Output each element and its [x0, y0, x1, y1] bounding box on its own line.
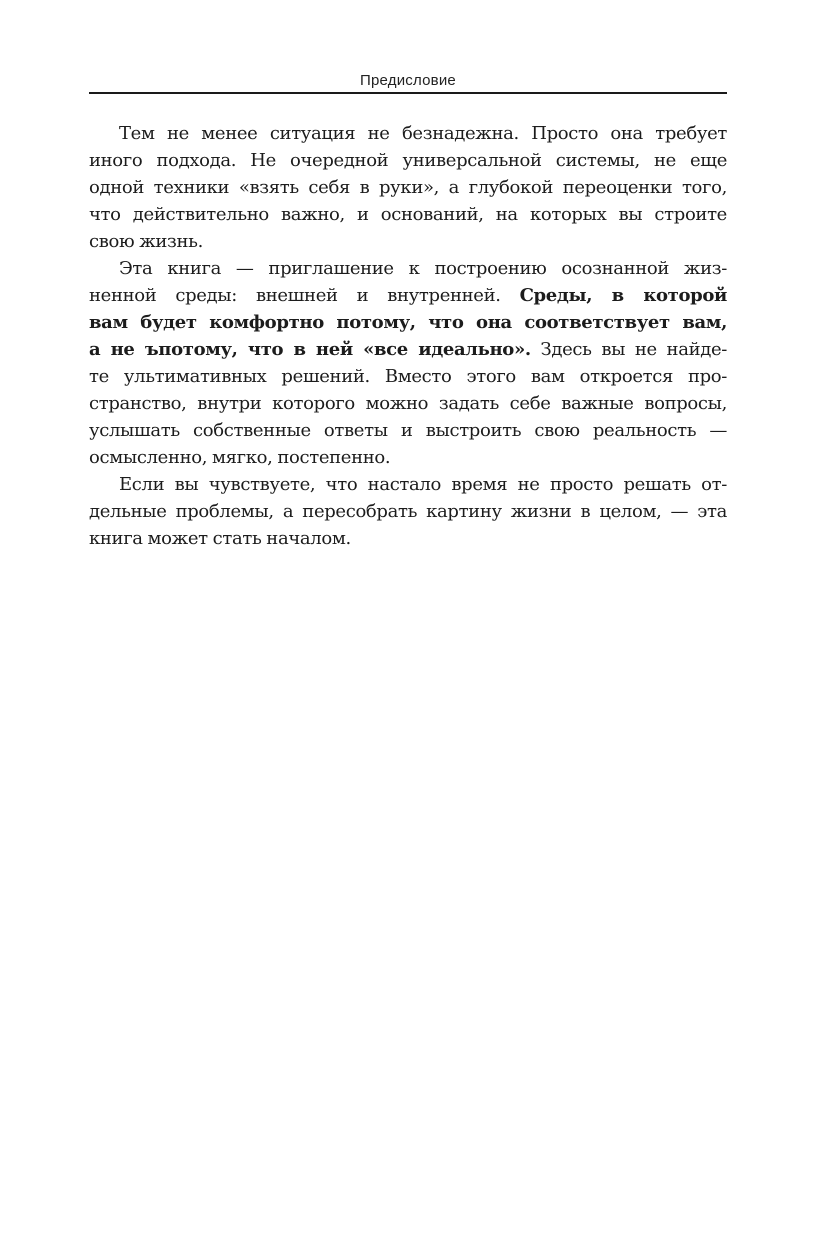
text-line — [89, 201, 727, 228]
text-line — [89, 309, 727, 336]
text-line — [89, 525, 727, 552]
text-line — [89, 498, 727, 525]
text-line — [89, 471, 727, 498]
text-line — [89, 417, 727, 444]
body-text — [89, 120, 727, 552]
running-head — [89, 72, 727, 94]
text-run: услышать собственные ответы и выстроить свою реальность — — [89, 420, 727, 441]
text-run: ненной среды: внешней и внутренней. — [89, 285, 520, 306]
text-run: Если вы чувствуете, что настало время не просто решать от- — [119, 474, 727, 495]
text-run: Тем не менее ситуация не безнадежна. Просто она требует — [119, 123, 727, 144]
text-line — [89, 147, 727, 174]
text-run: Эта книга — приглашение к построению осознанной жиз- — [119, 258, 727, 279]
bold-text-run: а не ъпотому, что в ней «все идеально». — [89, 339, 531, 360]
bold-text-run: вам будет комфортно потому, что она соответствует вам, — [89, 312, 727, 333]
text-run: Здесь вы не найде- — [530, 339, 727, 360]
text-line — [89, 255, 727, 282]
text-run: странство, внутри которого можно задать себе важные вопросы, — [89, 393, 727, 414]
text-line — [89, 390, 727, 417]
text-line — [89, 120, 727, 147]
paragraph-2 — [89, 255, 727, 471]
text-run: что действительно важно, и оснований, на которых вы строите — [89, 204, 727, 225]
text-run: дельные проблемы, а пересобрать картину жизни в целом, — эта — [89, 501, 727, 522]
text-run: свою жизнь. — [89, 231, 203, 252]
book-page — [89, 72, 727, 552]
text-run: книга может стать началом. — [89, 528, 351, 549]
text-run: те ультимативных решений. Вместо этого вам откроется про- — [89, 366, 727, 387]
text-line — [89, 363, 727, 390]
text-run: одной техники «взять себя в руки», а глубокой переоценки того, — [89, 177, 727, 198]
running-head-title: Предисловие — [360, 72, 456, 89]
paragraph-1 — [89, 120, 727, 255]
text-line — [89, 444, 727, 471]
bold-text-run: Среды, в которой — [519, 285, 727, 306]
text-run: иного подхода. Не очередной универсальной системы, не еще — [89, 150, 727, 171]
text-run: осмысленно, мягко, постепенно. — [89, 447, 391, 468]
text-line — [89, 228, 727, 255]
text-line — [89, 174, 727, 201]
text-line — [89, 336, 727, 363]
text-line — [89, 282, 727, 309]
paragraph-3 — [89, 471, 727, 552]
